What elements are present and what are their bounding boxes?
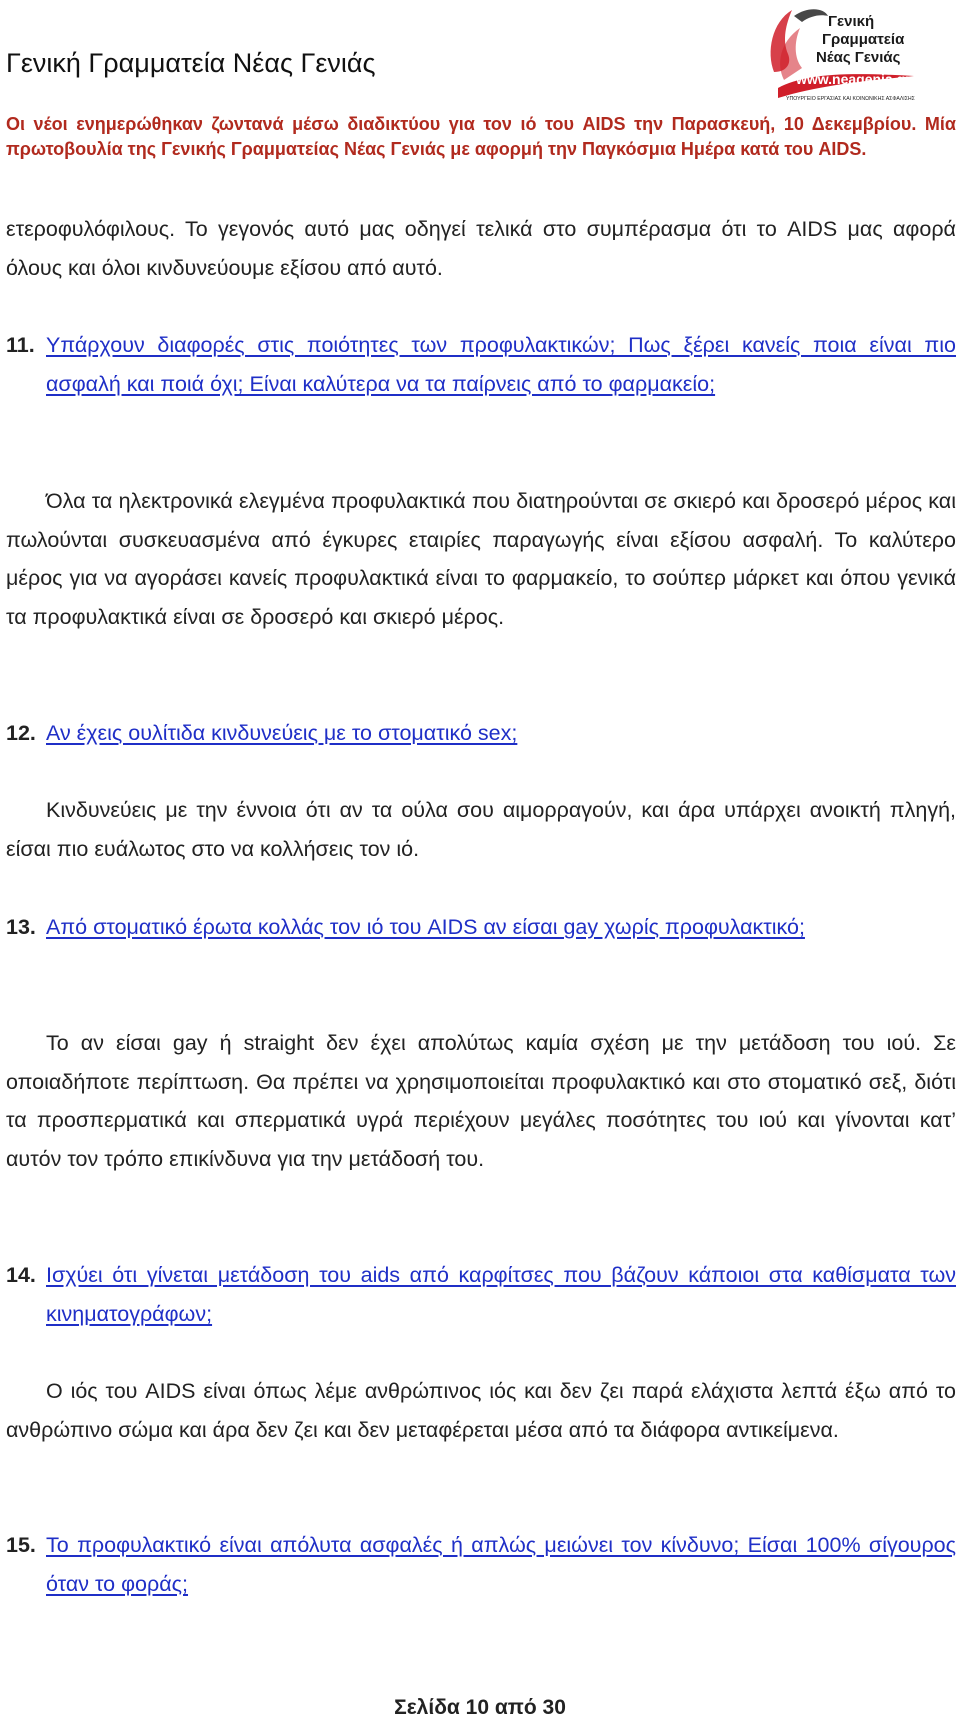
logo-text-line1: Γενική (828, 13, 875, 30)
question-14 (6, 1256, 956, 1333)
answer-11: Όλα τα ηλεκτρονικά ελεγμένα προφυλακτικά που διατηρούνται σε σκιερό και δροσερό μέρος και πωλούνται συσκευασμένα από έγκυρες εταιρίες παραγωγής είναι εξίσου ασφαλή. Το καλύτερο μέρος για να αγοράσει κανείς προφυλακτικά είναι το φαρμακείο, το σούπερ μάρκετ και όπου γενικά τα προφυλακτικά είναι σε δροσερό και σκιερό μέρος. (6, 489, 956, 629)
question-link[interactable]: Ισχύει ότι γίνεται μετάδοση του aids από καρφίτσες που βάζουν κάποιοι στα καθίσματα των κινηματογράφων; (46, 1263, 956, 1326)
answer-13: Το αν είσαι gay ή straight δεν έχει απολύτως καμία σχέση με την μετάδοση του ιού. Σε οποιαδήποτε περίπτωση. Θα πρέπει να χρησιμοποιείται προφυλακτικό και στο στοματικό σεξ, διότι τα προσπερματικά και σπερματικά υγρά περιέχουν μεγάλες ποσότητες του ιού και γίνονται κατ’ αυτόν τον τρόπο επικίνδυνα για την μετάδοσή του. (6, 1031, 956, 1171)
logo-url: www.neagenia.gr (796, 71, 911, 87)
logo-text-line2: Γραμματεία (822, 31, 905, 48)
logo-ministry: ΥΠΟΥΡΓΕΙΟ ΕΡΓΑΣΙΑΣ ΚΑΙ ΚΟΙΝΩΝΙΚΗΣ ΑΣΦΑΛΙΣΗΣ (786, 96, 915, 102)
answer-12: Κινδυνεύεις με την έννοια ότι αν τα ούλα σου αιμορραγούν, και άρα υπάρχει ανοικτή πληγή, είσαι πιο ευάλωτος στο να κολλήσεις τον ιό. (6, 798, 956, 861)
question-number: 13. (6, 915, 36, 939)
logo-text-line3: Νέας Γενιάς (816, 49, 901, 66)
page-title: Γενική Γραμματεία Νέας Γενιάς (6, 48, 376, 78)
question-11 (6, 326, 956, 403)
intro-paragraph: ετεροφυλόφιλους. Το γεγονός αυτό μας οδηγεί τελικά στο συμπέρασμα ότι το AIDS μας αφορά όλους και όλοι κινδυνεύουμε εξίσου από αυτό. (6, 217, 956, 280)
question-number: 11. (6, 333, 35, 357)
question-link[interactable]: Υπάρχουν διαφορές στις ποιότητες των προφυλακτικών; Πως ξέρει κανείς ποια είναι πιο ασφαλή και ποιά όχι; Είναι καλύτερα να τα παίρνεις από το φαρμακείο; (46, 333, 956, 396)
question-link[interactable]: Αν έχεις ουλίτιδα κινδυνεύεις με το στοματικό sex; (46, 721, 518, 745)
question-13 (6, 908, 956, 947)
answer-14: Ο ιός του AIDS είναι όπως λέμε ανθρώπινος ιός και δεν ζει παρά ελάχιστα λεπτά έξω από το ανθρώπινο σώμα και άρα δεν ζει και δεν μεταφέρεται μέσα από τα διάφορα αντικείμενα. (6, 1379, 956, 1442)
subtitle: Οι νέοι ενημερώθηκαν ζωντανά μέσω διαδικτύου για τον ιό του AIDS την Παρασκευή, 10 Δεκεμβρίου. Μία πρωτοβουλία της Γενικής Γραμματείας Νέας Γενιάς με αφορμή την Παγκόσμια Ημέρα κατά του AIDS. (6, 114, 956, 159)
page-number: Σελίδα 10 από 30 (394, 1696, 566, 1719)
question-number: 14. (6, 1263, 36, 1287)
question-12 (6, 714, 956, 753)
neagenia-logo[interactable] (764, 2, 934, 104)
question-number: 15. (6, 1533, 36, 1557)
question-15 (6, 1526, 956, 1603)
question-link[interactable]: Το προφυλακτικό είναι απόλυτα ασφαλές ή απλώς μειώνει τον κίνδυνο; Είσαι 100% σίγουρος όταν το φοράς; (46, 1533, 956, 1596)
question-number: 12. (6, 721, 36, 745)
question-link[interactable]: Από στοματικό έρωτα κολλάς τον ιό του AIDS αν είσαι gay χωρίς προφυλακτικό; (46, 915, 805, 939)
